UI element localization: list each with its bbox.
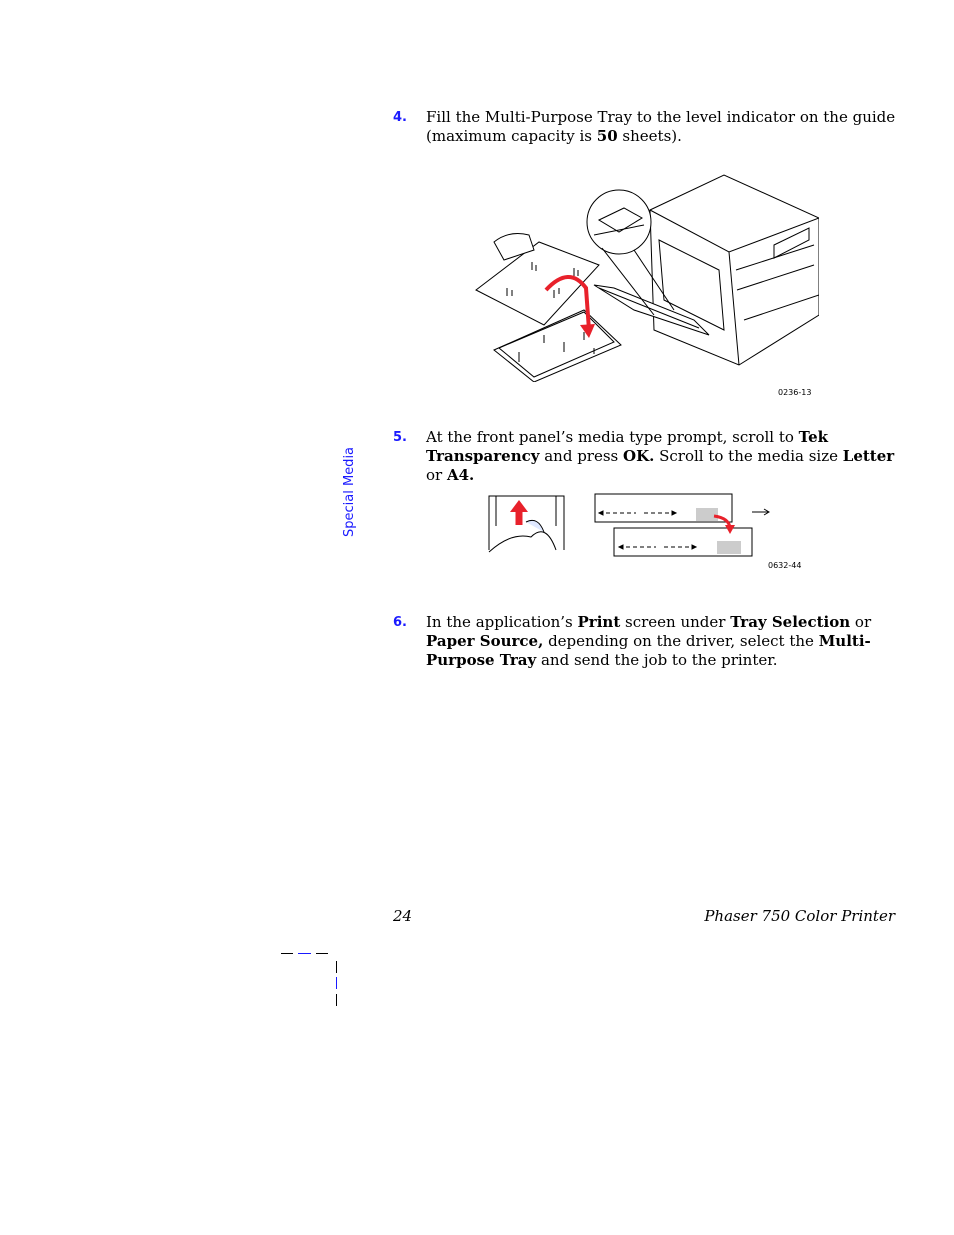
text-run: and press xyxy=(539,447,624,465)
text-run: or xyxy=(850,613,872,631)
step-number: 4. xyxy=(393,110,407,125)
nav-mark-active[interactable] xyxy=(298,953,311,954)
text-run: Fill the Multi-Purpose Tray to the level indicator on the guide (maximum capacity is xyxy=(426,108,896,145)
text-run: screen under xyxy=(620,613,731,631)
text-run: At the front panel’s media type prompt, scroll to xyxy=(426,428,799,446)
nav-tick[interactable] xyxy=(336,961,337,973)
figure-printer-multipurpose-tray xyxy=(474,170,819,382)
step-number: 5. xyxy=(393,430,407,445)
bold-run: Tray Selection xyxy=(730,613,851,631)
text-run: and send the job to the printer. xyxy=(536,651,778,669)
document-title: Phaser 750 Color Printer xyxy=(704,907,895,925)
text-run: depending on the driver, select the xyxy=(543,632,819,650)
bold-run: OK. xyxy=(623,447,655,465)
step-text xyxy=(426,108,896,146)
step-text xyxy=(426,613,896,670)
bold-run: Paper Source, xyxy=(426,632,544,650)
figure-code: 0632-44 xyxy=(768,561,802,570)
bold-run: 50 xyxy=(596,127,618,145)
nav-tick-active[interactable] xyxy=(336,977,337,989)
text-run: or xyxy=(426,466,447,484)
text-run: In the application’s xyxy=(426,613,578,631)
bold-run: A4. xyxy=(446,466,475,484)
text-run: sheets). xyxy=(617,127,682,145)
page-number: 24 xyxy=(393,907,413,925)
bold-run: Multi-Purpose Tray xyxy=(426,632,871,669)
bold-run: Print xyxy=(577,613,621,631)
figure-front-panel xyxy=(486,492,776,562)
figure-code: 0236-13 xyxy=(778,388,812,397)
step-text xyxy=(426,428,896,485)
text-run: Scroll to the media size xyxy=(654,447,843,465)
nav-mark[interactable] xyxy=(316,953,328,954)
nav-mark[interactable] xyxy=(281,953,293,954)
side-tab-special-media: Special Media xyxy=(342,446,357,537)
step-number: 6. xyxy=(393,615,407,630)
bold-run: Letter xyxy=(842,447,895,465)
bold-run: Tek Transparency xyxy=(426,428,829,465)
nav-tick[interactable] xyxy=(336,994,337,1006)
